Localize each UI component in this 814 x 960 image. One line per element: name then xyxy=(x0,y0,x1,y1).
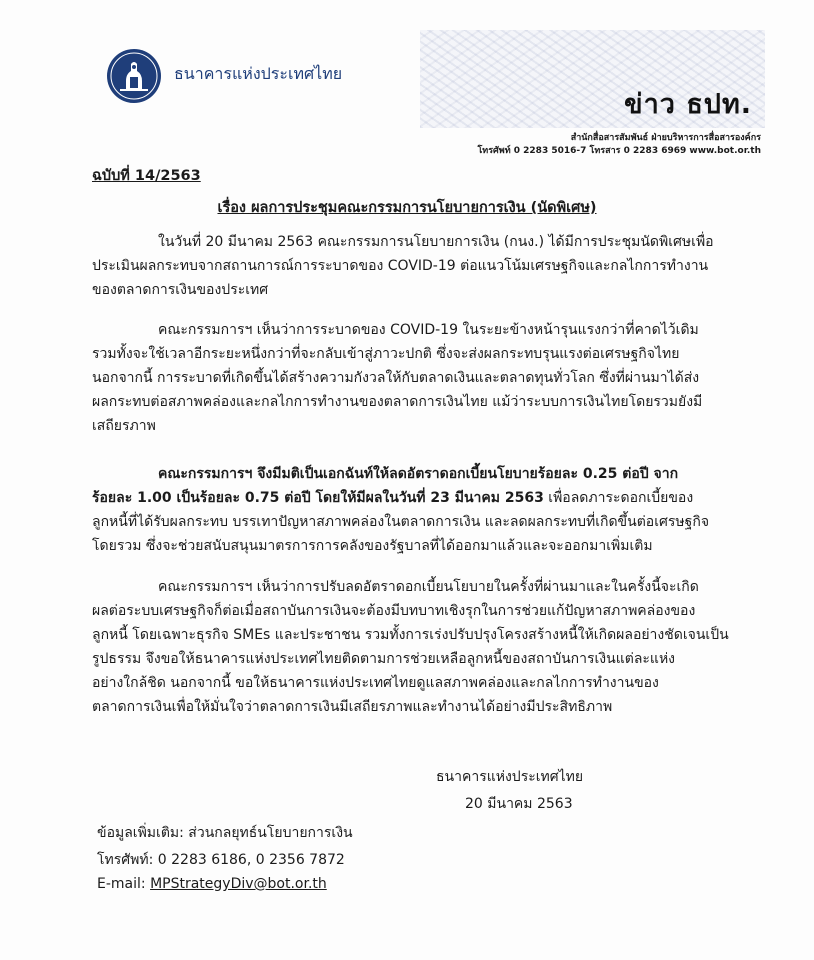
subject-heading: เรื่อง ผลการประชุมคณะกรรมการนโยบายการเงิน (นัดพิเศษ) xyxy=(217,200,597,216)
contact-phone-fax-web: โทรศัพท์ 0 2283 5016-7 โทรสาร 0 2283 6969 www.bot.or.th xyxy=(477,146,761,156)
more-info-department: ข้อมูลเพิ่มเติม: ส่วนกลยุทธ์นโยบายการเงิน xyxy=(97,825,353,841)
paragraph-line: อย่างใกล้ชิด นอกจากนี้ ขอให้ธนาคารแห่งประเทศไทยดูแลสภาพคล่องและกลไกการทำงานของ xyxy=(92,675,659,691)
paragraph-line xyxy=(92,486,782,510)
paragraph-2 xyxy=(92,318,782,438)
email-label: E-mail: xyxy=(97,876,151,892)
paragraph-line xyxy=(92,534,782,558)
signature-date: 20 มีนาคม 2563 xyxy=(465,796,573,812)
paragraph-line: ของตลาดการเงินของประเทศ xyxy=(92,282,269,298)
signature-org: ธนาคารแห่งประเทศไทย xyxy=(436,769,584,785)
decision-text: เพื่อลดภาระดอกเบี้ยของ xyxy=(543,490,694,506)
issue-number: ฉบับที่ 14/2563 xyxy=(92,168,201,184)
paragraph-4 xyxy=(92,575,782,719)
contact-department: สำนักสื่อสารสัมพันธ์ ฝ่ายบริหารการสื่อสารองค์กร xyxy=(570,133,761,143)
paragraph-line: รูปธรรม จึงขอให้ธนาคารแห่งประเทศไทยติดตามการช่วยเหลือลูกหนี้ของสถาบันการเงินแต่ละแห่ง xyxy=(92,651,676,667)
org-name: ธนาคารแห่งประเทศไทย xyxy=(174,64,343,83)
decision-bold-text: คณะกรรมการฯ จึงมีมติเป็นเอกฉันท์ให้ลดอัตราดอกเบี้ยนโยบายร้อยละ 0.25 ต่อปี จาก xyxy=(158,466,679,482)
email-link[interactable]: MPStrategyDiv@bot.or.th xyxy=(150,876,327,892)
paragraph-line: ลูกหนี้ โดยเฉพาะธุรกิจ SMEs และประชาชน รวมทั้งการเร่งปรับปรุงโครงสร้างหนี้ให้เกิดผลอย่างชัดเจนเป็น xyxy=(92,627,729,643)
decision-text: ลูกหนี้ที่ได้รับผลกระทบ บรรเทาปัญหาสภาพคล่องในตลาดการเงิน และลดผลกระทบที่เกิดขึ้นต่อเศรษฐกิจ xyxy=(92,514,710,530)
paragraph-line: นอกจากนี้ การระบาดที่เกิดขึ้นได้สร้างความกังวลให้กับตลาดเงินและตลาดทุนทั่วโลก ซึ่งที่ผ่านมาได้ส่ง xyxy=(92,370,700,386)
paragraph-line xyxy=(92,462,782,486)
paragraph-line: คณะกรรมการฯ เห็นว่าการปรับลดอัตราดอกเบี้ยนโยบายในครั้งที่ผ่านมาและในครั้งนี้จะเกิด xyxy=(158,579,699,595)
news-title: ข่าว ธปท. xyxy=(624,89,752,120)
decision-bold-text: ร้อยละ 1.00 เป็นร้อยละ 0.75 ต่อปี โดยให้มีผลในวันที่ 23 มีนาคม 2563 xyxy=(92,490,544,506)
paragraph-line xyxy=(92,510,782,534)
more-info-phone: โทรศัพท์: 0 2283 6186, 0 2356 7872 xyxy=(97,852,345,868)
paragraph-3-decision xyxy=(92,462,782,558)
paragraph-line: เสถียรภาพ xyxy=(92,418,156,434)
paragraph-line: ผลต่อระบบเศรษฐกิจก็ต่อเมื่อสถาบันการเงินจะต้องมีบทบาทเชิงรุกในการช่วยแก้ปัญหาสภาพคล่องของ xyxy=(92,603,696,619)
more-info-email xyxy=(97,876,327,892)
decision-text: โดยรวม ซึ่งจะช่วยสนับสนุนมาตรการการคลังของรัฐบาลที่ได้ออกมาแล้วและจะออกมาเพิ่มเติม xyxy=(92,538,653,554)
paragraph-line: ในวันที่ 20 มีนาคม 2563 คณะกรรมการนโยบายการเงิน (กนง.) ได้มีการประชุมนัดพิเศษเพื่อ xyxy=(158,234,714,250)
paragraph-line: รวมทั้งจะใช้เวลาอีกระยะหนึ่งกว่าที่จะกลับเข้าสู่ภาวะปกติ ซึ่งจะส่งผลกระทบรุนแรงต่อเศรษฐกิจไทย xyxy=(92,346,680,362)
paragraph-line: ประเมินผลกระทบจากสถานการณ์การระบาดของ COVID-19 ต่อแนวโน้มเศรษฐกิจและกลไกการทำงาน xyxy=(92,258,709,274)
paragraph-line: คณะกรรมการฯ เห็นว่าการระบาดของ COVID-19 ในระยะข้างหน้ารุนแรงกว่าที่คาดไว้เดิม xyxy=(158,322,699,338)
bot-emblem-icon xyxy=(106,48,162,104)
paragraph-1 xyxy=(92,230,782,302)
paragraph-line: ตลาดการเงินเพื่อให้มั่นใจว่าตลาดการเงินมีเสถียรภาพและทำงานได้อย่างมีประสิทธิภาพ xyxy=(92,699,613,715)
paragraph-line: ผลกระทบต่อสภาพคล่องและกลไกการทำงานของตลาดการเงินไทย แม้ว่าระบบการเงินไทยโดยรวมยังมี xyxy=(92,394,703,410)
